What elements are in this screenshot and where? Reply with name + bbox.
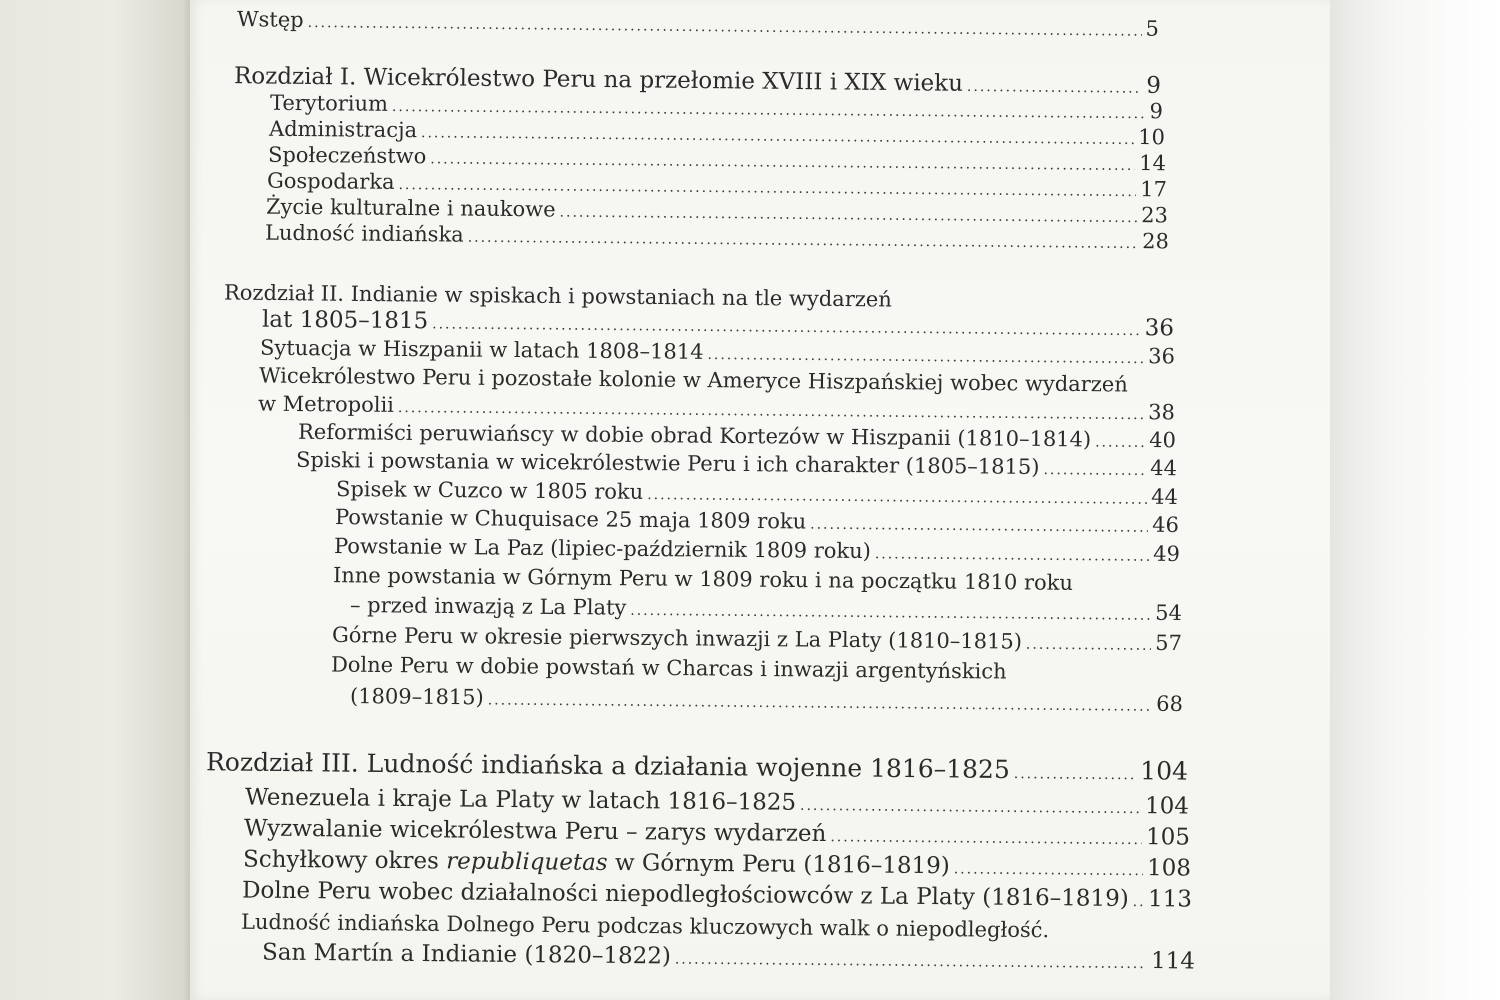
toc-chapter-title: Rozdział I. Wicekrólestwo Peru na przełomie XVIII i XIX wieku	[233, 63, 964, 97]
leader-dots	[1043, 462, 1146, 479]
leader-dots	[800, 798, 1141, 817]
toc-entry-label: Administracja	[268, 116, 418, 143]
label-italic: republiquetas	[446, 848, 608, 876]
toc-entry-label: Terytorium	[269, 90, 389, 116]
toc-entry-page: 36	[1148, 344, 1176, 369]
toc-entry-label: Inne powstania w Górnym Peru w 1809 roku i na początku 1810 roku	[332, 563, 1074, 595]
leader-dots	[707, 347, 1144, 367]
leader-dots	[1014, 766, 1137, 783]
toc-entry-label: Ludność indiańska	[264, 220, 464, 247]
toc-entry-page: 10	[1138, 125, 1166, 150]
toc-chapter-title: Rozdział III. Ludność indiańska a działania wojenne 1816–1825	[205, 747, 1010, 785]
toc-entry-page: 54	[1155, 600, 1183, 625]
toc-entry-page: 38	[1148, 400, 1176, 425]
toc-entry-label-cont: San Martín a Indianie (1820–1822)	[261, 939, 672, 970]
toc-entry-label: Powstanie w Chuquisace 25 maja 1809 roku	[334, 504, 807, 534]
leader-dots	[954, 861, 1143, 879]
right-background	[1330, 0, 1500, 1000]
toc-chapter-page: 104	[1140, 756, 1189, 786]
toc-entry-page: 9	[1149, 99, 1164, 124]
toc-entry-label: Spisek w Cuzco w 1805 roku	[335, 476, 644, 504]
leader-dots	[647, 487, 1147, 508]
toc-entry-label: Górne Peru w okresie pierwszych inwazji z La Platy (1810–1815)	[331, 622, 1023, 654]
toc-entry-page: 44	[1151, 484, 1179, 510]
toc-entry-label: Sytuacja w Hiszpanii w latach 1808–1814	[259, 335, 704, 364]
leader-dots	[810, 517, 1148, 536]
toc-entry-page: 17	[1140, 177, 1168, 202]
toc-entry-page: 49	[1153, 541, 1181, 567]
toc-entry-label: Reformiści peruwiańscy w dobie obrad Kortezów w Hiszpanii (1810–1814)	[297, 419, 1092, 452]
toc-entry-label: Gospodarka	[266, 168, 395, 194]
toc-chapter-2-title: Rozdział II. Indianie w spiskach i powstaniach na tle wydarzeń	[223, 280, 892, 312]
toc-entry-page: 28	[1142, 229, 1170, 254]
toc-entry-label-cont: (1809–1815)	[349, 684, 484, 710]
toc-entry-page: 114	[1150, 948, 1196, 975]
toc-entry-label-cont: – przed inwazją z La Platy	[349, 593, 627, 620]
label-pre: Schyłkowy okres	[242, 846, 447, 875]
toc-entry-label: Wicekrólestwo Peru i pozostałe kolonie w Ameryce Hiszpańskiej wobec wydarzeń	[258, 363, 1128, 397]
toc-entry-label: Wenezuela i kraje La Platy w latach 1816–1825	[244, 784, 797, 816]
toc-entry-page: 23	[1141, 203, 1169, 228]
toc-entry-label: Życie kulturalne i naukowe	[265, 194, 556, 222]
leader-dots	[967, 79, 1143, 97]
toc-entry-label: Wstęp	[236, 7, 304, 32]
toc-entry-page: 113	[1147, 886, 1193, 913]
leader-dots	[1026, 637, 1151, 654]
toc-entry-page: 104	[1144, 793, 1190, 820]
toc-entry-label: Spiski i powstania w wicekrólestwie Peru i ich charakter (1805–1815)	[295, 447, 1040, 479]
left-page-edge	[0, 0, 190, 1000]
toc-entry-page: 46	[1152, 512, 1180, 538]
toc-entry-page: 108	[1146, 855, 1192, 882]
toc-entry-page: 44	[1150, 455, 1178, 481]
toc-entry-label: Dolne Peru wobec działalności niepodległościowców z La Platy (1816–1819)	[241, 877, 1129, 912]
toc-entry-label: Wyzwalanie wicekrólestwa Peru – zarys wydarzeń	[243, 815, 827, 848]
toc-entry-label: Ludność indiańska Dolnego Peru podczas kluczowych walk o niepodległość.	[240, 909, 1050, 943]
leader-dots	[1095, 434, 1145, 450]
toc-entry-page: 14	[1139, 151, 1167, 176]
toc-entry-page: 5	[1145, 16, 1160, 41]
leader-dots	[675, 951, 1147, 972]
label-post: w Górnym Peru (1816–1819)	[607, 849, 950, 880]
toc-entry-page: 40	[1149, 427, 1177, 453]
leader-dots	[1133, 894, 1144, 910]
toc-chapter-page: 36	[1144, 315, 1175, 342]
toc-entry-page: 68	[1156, 691, 1184, 716]
toc-chapter-page: 9	[1146, 72, 1162, 99]
toc-entry-label: Dolne Peru w dobie powstań w Charcas i inwazji argentyńskich	[330, 652, 1007, 684]
leader-dots	[875, 546, 1150, 565]
toc-entry-label-cont: w Metropolii	[257, 391, 395, 417]
toc-chapter-title-cont: lat 1805–1815	[261, 306, 429, 335]
toc-entry-page: 105	[1145, 824, 1191, 851]
toc-entry-label: Powstanie w La Paz (lipiec-październik 1809 roku)	[333, 533, 872, 564]
toc-entry-label: Społeczeństwo	[267, 142, 427, 169]
leader-dots	[830, 829, 1142, 848]
toc-entry-page: 57	[1155, 630, 1183, 656]
